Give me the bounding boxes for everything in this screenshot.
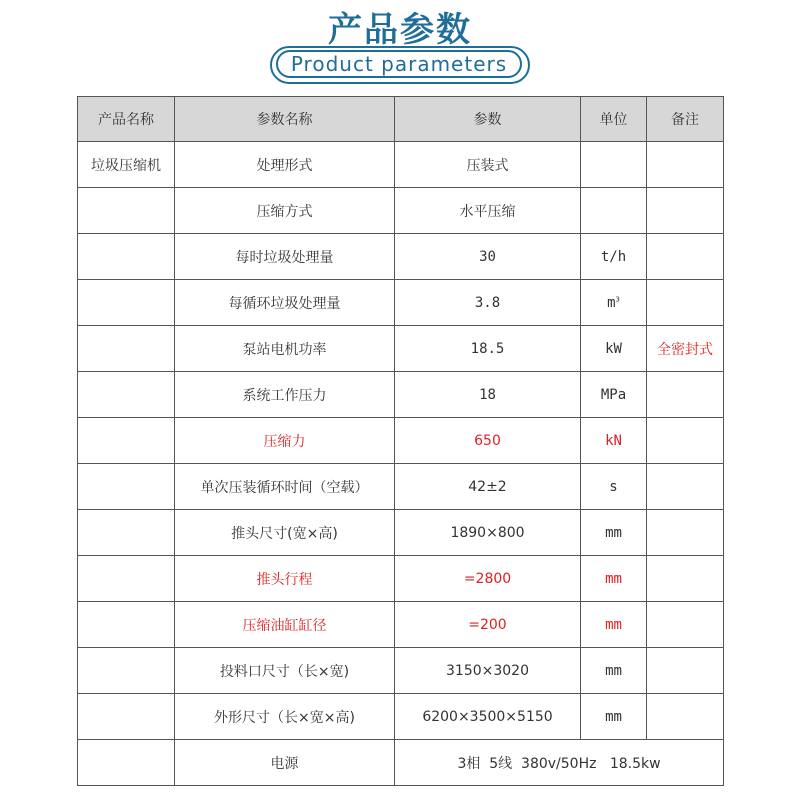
unit-cell: mm [581,510,647,556]
header-param-value: 参数 [395,97,581,142]
table-row [78,464,724,510]
note-cell [647,602,724,648]
table-row [78,740,724,786]
param-name-cell: 处理形式 [175,142,395,188]
table-row [78,280,724,326]
product-name-cell [78,556,175,602]
param-name-cell: 外形尺寸（长×宽×高) [175,694,395,740]
table-row [78,142,724,188]
param-value-cell: 18 [395,372,581,418]
table-header-row [78,97,724,142]
unit-cell: t/h [581,234,647,280]
param-name-cell: 每时垃圾处理量 [175,234,395,280]
subtitle-badge [270,46,530,84]
product-name-cell [78,648,175,694]
note-cell [647,280,724,326]
unit-cell: mm [581,602,647,648]
table-row [78,556,724,602]
unit-cell [581,188,647,234]
header-param-name: 参数名称 [175,97,395,142]
page-title: 产品参数 [328,10,472,50]
product-name-cell [78,280,175,326]
param-value-cell: 3150×3020 [395,648,581,694]
unit-cell [581,142,647,188]
unit-cell: kW [581,326,647,372]
param-value-cell: 30 [395,234,581,280]
param-name-cell: 电源 [175,740,395,786]
unit-cell: mm [581,556,647,602]
header-unit: 单位 [581,97,647,142]
product-name-cell [78,694,175,740]
param-name-cell: 系统工作压力 [175,372,395,418]
unit-cell: s [581,464,647,510]
note-cell [647,142,724,188]
product-name-cell [78,418,175,464]
table-row [78,694,724,740]
product-name-cell [78,234,175,280]
header-note: 备注 [647,97,724,142]
note-cell [647,510,724,556]
note-cell: 全密封式 [647,326,724,372]
product-name-cell [78,188,175,234]
header-product-name: 产品名称 [78,97,175,142]
table-row [78,234,724,280]
note-cell [647,234,724,280]
product-name-cell: 垃圾压缩机 [78,142,175,188]
param-value-cell: 水平压缩 [395,188,581,234]
param-name-cell: 推头尺寸(宽×高) [175,510,395,556]
param-value-cell: 42±2 [395,464,581,510]
note-cell [647,188,724,234]
note-cell [647,694,724,740]
param-value-cell: 18.5 [395,326,581,372]
note-cell [647,372,724,418]
product-name-cell [78,510,175,556]
param-name-cell: 每循环垃圾处理量 [175,280,395,326]
unit-cell [581,280,647,326]
param-name-cell: 泵站电机功率 [175,326,395,372]
unit-cell: MPa [581,372,647,418]
table-row [78,418,724,464]
power-value: 3相 5线 380v/50Hz 18.5kw [457,755,661,772]
param-value-cell: =200 [395,602,581,648]
table-row [78,648,724,694]
param-name-cell: 压缩方式 [175,188,395,234]
unit-cell: mm [581,648,647,694]
power-value-cell [395,740,724,786]
unit-base: m [607,294,616,311]
table-row [78,326,724,372]
product-name-cell [78,464,175,510]
table-row [78,372,724,418]
unit-superscript: 3 [615,294,620,303]
product-name-cell [78,326,175,372]
product-name-cell [78,372,175,418]
param-name-cell: 单次压装循环时间（空载） [175,464,395,510]
param-name-cell: 压缩油缸缸径 [175,602,395,648]
product-name-cell [78,740,175,786]
parameters-table [77,96,724,786]
param-name-cell: 推头行程 [175,556,395,602]
param-value-cell: 6200×3500×5150 [395,694,581,740]
note-cell [647,556,724,602]
param-name-cell: 压缩力 [175,418,395,464]
unit-cell: mm [581,694,647,740]
param-value-cell: 3.8 [395,280,581,326]
param-value-cell: 650 [395,418,581,464]
param-value-cell: 1890×800 [395,510,581,556]
unit-cell: kN [581,418,647,464]
table-row [78,188,724,234]
param-value-cell: 压装式 [395,142,581,188]
note-cell [647,464,724,510]
param-name-cell: 投料口尺寸（长×宽) [175,648,395,694]
table-row [78,510,724,556]
table-row [78,602,724,648]
product-name-cell [78,602,175,648]
param-value-cell: =2800 [395,556,581,602]
subtitle-text: Product parameters [276,50,522,78]
note-cell [647,418,724,464]
note-cell [647,648,724,694]
